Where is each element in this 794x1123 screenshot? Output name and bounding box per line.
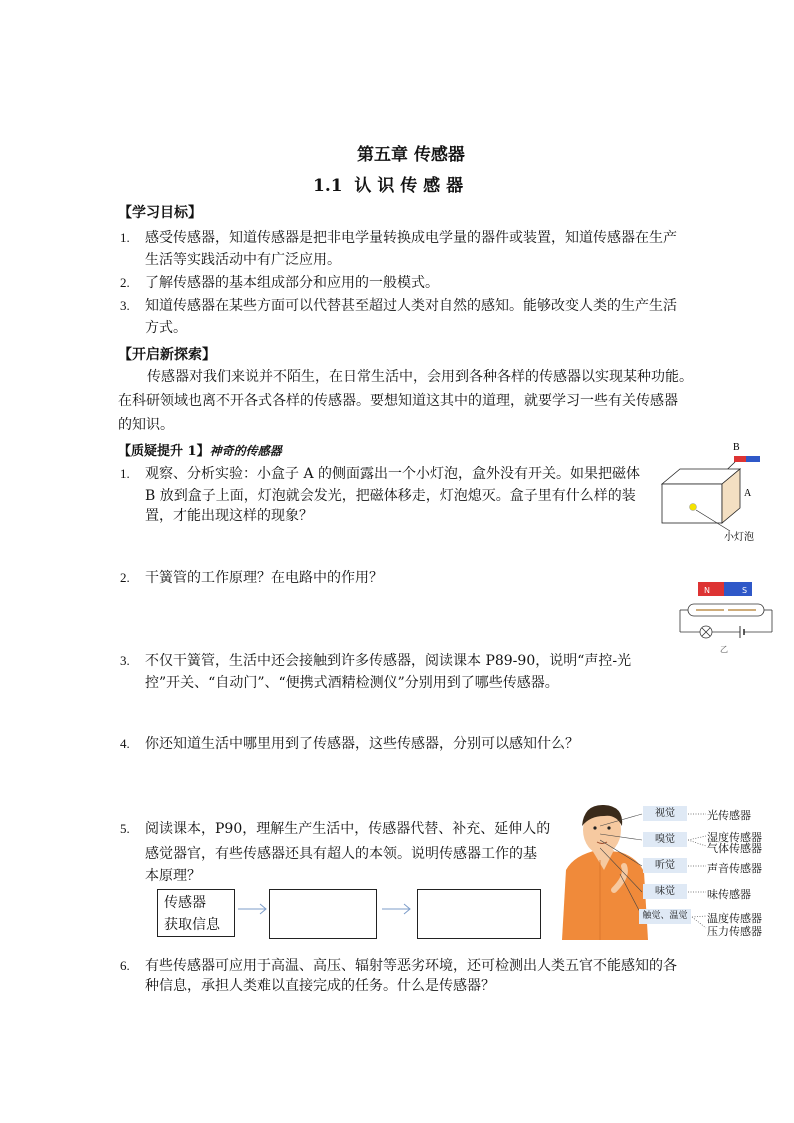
- sense-tag-hearing: 听觉: [643, 858, 687, 873]
- question-heading-topic: 神奇的传感器: [209, 444, 282, 458]
- flow-box-sensor: [157, 889, 235, 937]
- magnet-n-pole: [698, 582, 724, 596]
- goal-number: 1.: [120, 230, 130, 245]
- explore-heading: 【开启新探索】: [118, 347, 216, 363]
- sensor-label: 湿度传感器: [707, 831, 762, 844]
- question-text: 种信息，承担人类难以直接完成的任务。什么是传感器？: [145, 978, 495, 994]
- question-number: 6.: [120, 958, 130, 973]
- chapter-title: 第五章 传感器: [357, 145, 465, 165]
- goal-number: 2.: [120, 275, 130, 290]
- question-text: 有些传感器可应用于高温、高压、辐射等恶劣环境，还可检测出人类五官不能感知的各: [145, 958, 677, 974]
- goal-text: 感受传感器，知道传感器是把非电学量转换成电学量的器件或装置，知道传感器在生产: [145, 230, 677, 246]
- sensor-label: 压力传感器: [707, 925, 762, 938]
- sense-tag-taste: 味觉: [643, 884, 687, 899]
- figure-caption: 乙: [720, 645, 728, 654]
- flow-box-blank[interactable]: [417, 889, 541, 939]
- question-text: 干簧管的工作原理？在电路中的作用？: [145, 570, 383, 586]
- question-number: 2.: [120, 570, 130, 585]
- box-label: A: [744, 488, 752, 499]
- flow-box-line: 获取信息: [164, 917, 220, 933]
- question-text: 不仅干簧管，生活中还会接触到许多传感器，阅读课本 P89-90，说明“声控-光: [145, 653, 632, 669]
- sense-tag-vision: 视觉: [643, 806, 687, 821]
- question-text: 阅读课本，P90，理解生产生活中，传感器代替、补充、延伸人的: [145, 821, 551, 837]
- goals-heading: 【学习目标】: [118, 205, 202, 221]
- question-text: 观察、分析实验：小盒子 A 的侧面露出一个小灯泡，盒外没有开关。如果把磁体: [145, 466, 641, 482]
- question-number: 1.: [120, 466, 130, 481]
- bulb-label: 小灯泡: [724, 532, 754, 543]
- magnet-s-label: S: [742, 586, 748, 595]
- magnet-n-label: N: [704, 586, 710, 595]
- question-number: 4.: [120, 736, 130, 751]
- question-text: 本原理？: [145, 868, 201, 884]
- question-text: 感觉器官，有些传感器还具有超人的本领。说明传感器工作的基: [145, 846, 537, 862]
- goal-text: 方式。: [145, 320, 187, 336]
- sense-tag-touch: 触觉、温觉: [639, 909, 691, 924]
- magnet-s-pole: [724, 582, 752, 596]
- question-text: B 放到盒子上面，灯泡就会发光，把磁体移走，灯泡熄灭。盒子里有什么样的装: [145, 488, 636, 504]
- flow-box-line: 传感器: [164, 895, 206, 911]
- explore-paragraph: 的知识。: [118, 417, 174, 433]
- magnet-red-pole: [734, 456, 746, 462]
- question-number: 3.: [120, 653, 130, 668]
- eye-icon: [593, 826, 596, 829]
- question-section-heading: [118, 440, 282, 459]
- goal-text: 知道传感器在某些方面可以代替甚至超过人类对自然的感知。能够改变人类的生产生活: [145, 298, 677, 314]
- sensor-label: 气体传感器: [707, 842, 762, 855]
- sensor-label: 味传感器: [707, 888, 751, 901]
- question-text: 你还知道生活中哪里用到了传感器，这些传感器，分别可以感知什么？: [145, 736, 579, 752]
- bulb-icon: [690, 504, 697, 511]
- explore-paragraph: 在科研领域也离不开各式各样的传感器。要想知道这其中的道理，就要学习一些有关传感器: [118, 393, 678, 409]
- goal-number: 3.: [120, 298, 130, 313]
- lesson-title: 1.1 认 识 传 感 器: [313, 176, 464, 196]
- sensor-label: 声音传感器: [707, 862, 762, 875]
- flow-arrow-icon: [380, 902, 414, 916]
- sensor-label: 温度传感器: [707, 912, 762, 925]
- question-number: 5.: [120, 821, 130, 836]
- question-heading-label: 【质疑提升 1】: [118, 444, 210, 459]
- sense-tag-smell: 嗅觉: [643, 832, 687, 847]
- reed-switch-figure: [674, 576, 778, 658]
- goal-text: 生活等实践活动中有广泛应用。: [145, 252, 341, 268]
- goal-text: 了解传感器的基本组成部分和应用的一般模式。: [145, 275, 439, 291]
- magnet-blue-pole: [746, 456, 760, 462]
- flow-box-blank[interactable]: [269, 889, 377, 939]
- explore-paragraph: 传感器对我们来说并不陌生，在日常生活中，会用到各种各样的传感器以实现某种功能。: [147, 369, 693, 385]
- question-text: 控”开关、“自动门”、“便携式酒精检测仪”分别用到了哪些传感器。: [145, 675, 559, 691]
- sensor-dotted-lines: [688, 806, 708, 932]
- flow-arrow-icon: [236, 902, 270, 916]
- sensor-label: 光传感器: [707, 809, 751, 822]
- question-text: 置，才能出现这样的现象？: [145, 508, 313, 524]
- magnet-label: B: [733, 442, 740, 453]
- magnet-box-figure: [660, 436, 770, 546]
